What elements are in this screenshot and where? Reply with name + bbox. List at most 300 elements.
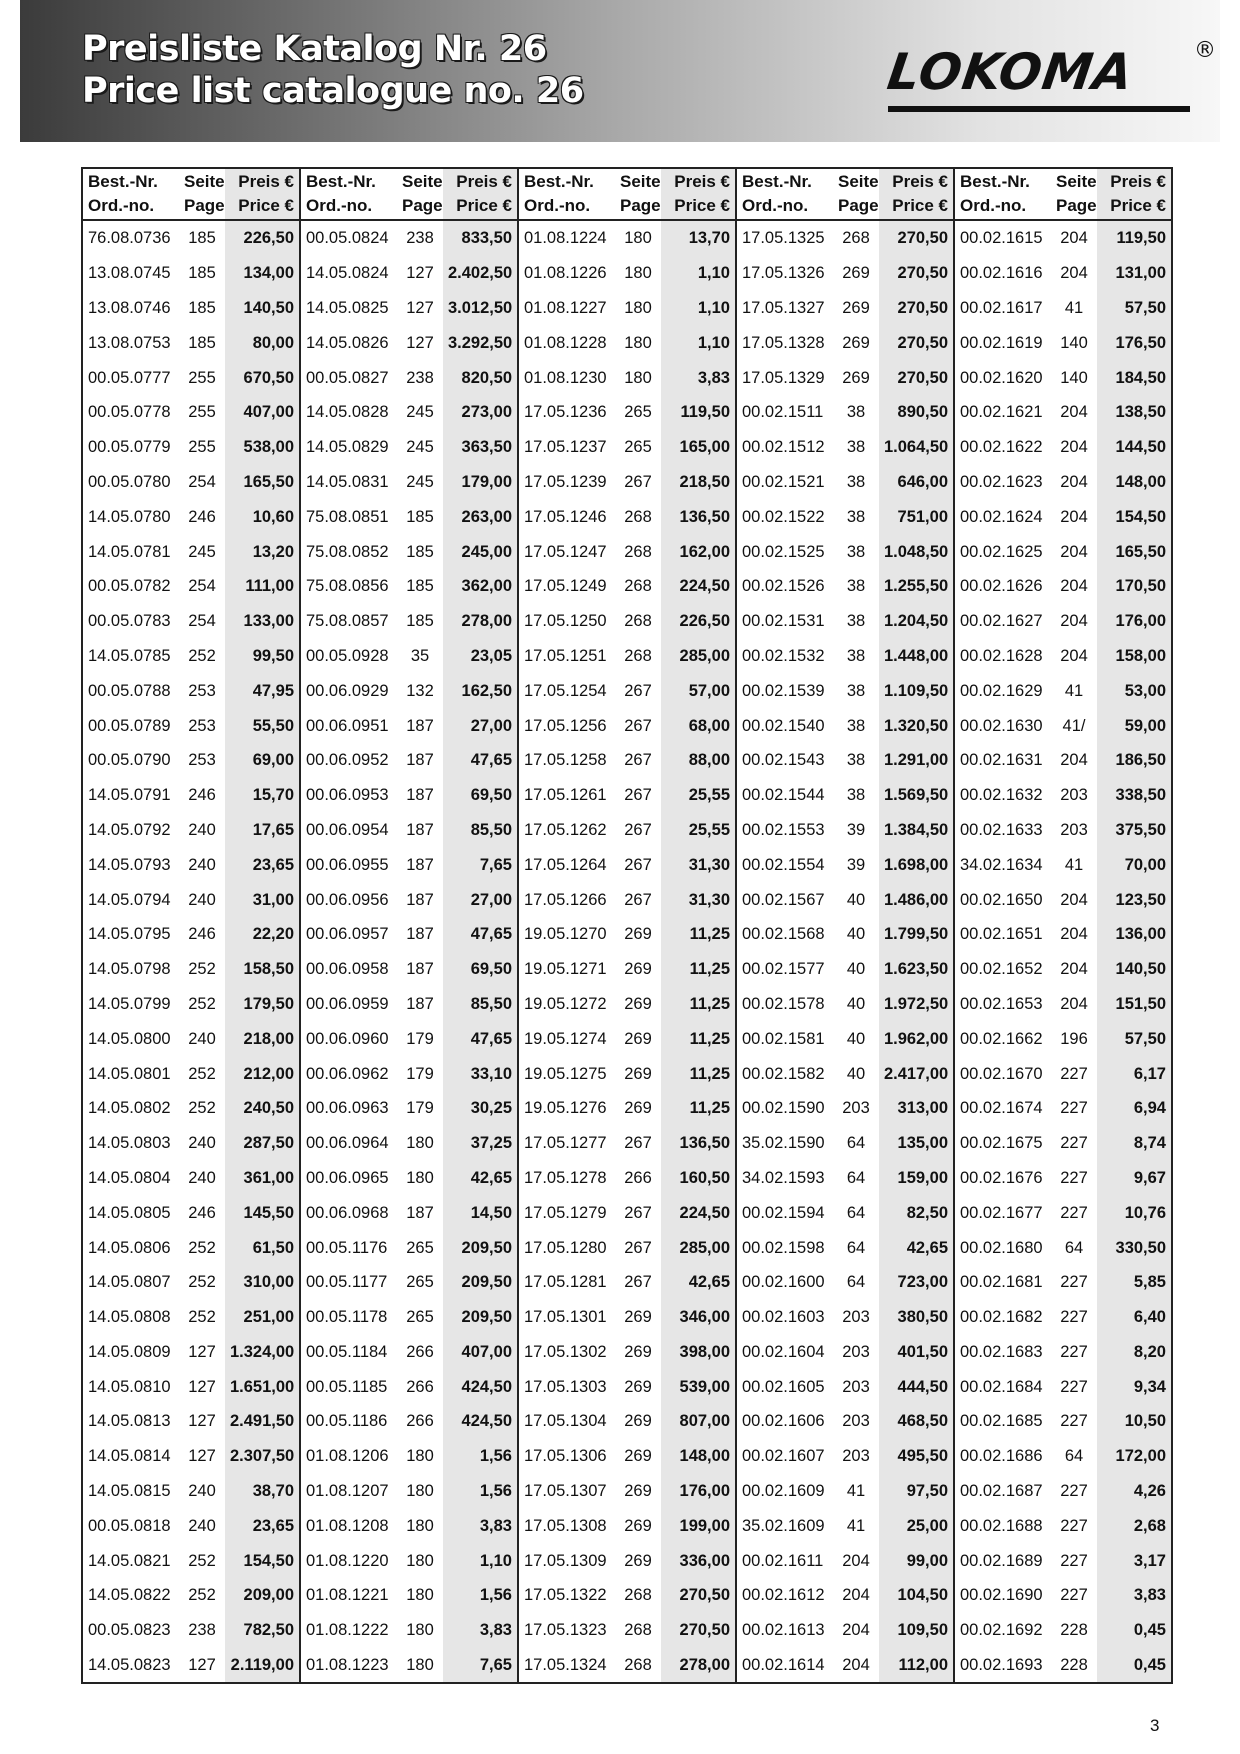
column-header-page [1051, 168, 1097, 220]
order-number-cell: 17.05.1277 [518, 1126, 615, 1161]
table-row [82, 1648, 1172, 1684]
order-number-cell: 14.05.0824 [300, 256, 397, 291]
page-cell: 228 [1060, 1621, 1088, 1640]
page-cell: 180 [624, 368, 652, 387]
order-number-cell: 19.05.1271 [518, 952, 615, 987]
column-header-page [397, 168, 443, 220]
page-cell: 255 [188, 403, 216, 422]
order-number-cell: 76.08.0736 [88, 229, 171, 248]
page-cell: 252 [188, 994, 216, 1013]
price-cell: 158,00 [1097, 639, 1172, 674]
order-number-cell: 17.05.1306 [518, 1439, 615, 1474]
price-cell: 11,25 [661, 1056, 736, 1091]
page-cell: 240 [188, 1134, 216, 1153]
price-cell: 176,00 [661, 1474, 736, 1509]
page-cell: 252 [188, 1099, 216, 1118]
page-cell: 204 [1060, 960, 1088, 979]
price-cell: 468,50 [879, 1404, 954, 1439]
price-cell: 3.292,50 [443, 325, 518, 360]
column-header-ord-no [518, 168, 615, 220]
order-number-cell: 00.05.0818 [88, 1516, 171, 1535]
page-cell: 227 [1060, 1203, 1088, 1222]
price-cell: 1.204,50 [879, 604, 954, 639]
price-cell: 670,50 [225, 360, 300, 395]
order-number-cell: 00.02.1674 [954, 1091, 1051, 1126]
order-number-cell: 14.05.0815 [88, 1482, 171, 1501]
order-number-cell: 14.05.0780 [88, 507, 171, 526]
order-number-cell: 00.02.1650 [954, 882, 1051, 917]
page-cell: 254 [188, 577, 216, 596]
page-cell: 240 [188, 820, 216, 839]
order-number-cell: 00.02.1682 [954, 1300, 1051, 1335]
price-cell: 270,50 [661, 1613, 736, 1648]
price-cell: 31,30 [661, 847, 736, 882]
page-cell: 269 [624, 1482, 652, 1501]
price-cell: 263,00 [443, 499, 518, 534]
page-cell: 269 [624, 960, 652, 979]
order-number-cell: 17.05.1324 [518, 1648, 615, 1684]
order-number-cell: 00.05.0778 [88, 403, 171, 422]
page-cell: 127 [406, 333, 434, 352]
page-cell: 204 [1060, 507, 1088, 526]
price-cell: 218,00 [225, 1021, 300, 1056]
price-cell: 278,00 [661, 1648, 736, 1684]
page-cell: 268 [624, 1621, 652, 1640]
page-cell: 185 [406, 542, 434, 561]
table-row [82, 1300, 1172, 1335]
order-number-cell: 14.05.0823 [88, 1656, 171, 1675]
price-cell: 401,50 [879, 1335, 954, 1370]
order-number-cell: 17.05.1258 [518, 743, 615, 778]
price-cell: 212,00 [225, 1056, 300, 1091]
price-cell: 104,50 [879, 1578, 954, 1613]
price-cell: 69,50 [443, 778, 518, 813]
price-cell: 330,50 [1097, 1230, 1172, 1265]
table-row [82, 1439, 1172, 1474]
price-cell: 362,00 [443, 569, 518, 604]
page-cell: 227 [1060, 1168, 1088, 1187]
header-label-english: Ord.-no. [306, 196, 373, 215]
page-cell: 204 [1060, 751, 1088, 770]
order-number-cell: 19.05.1270 [518, 917, 615, 952]
order-number-cell: 00.02.1683 [954, 1335, 1051, 1370]
price-cell: 1,56 [443, 1439, 518, 1474]
page-cell: 187 [406, 716, 434, 735]
column-header-page [833, 168, 879, 220]
price-cell: 27,00 [443, 708, 518, 743]
order-number-cell: 17.05.1266 [518, 882, 615, 917]
price-cell: 313,00 [879, 1091, 954, 1126]
order-number-cell: 00.02.1590 [736, 1091, 833, 1126]
order-number-cell: 00.05.0779 [88, 438, 171, 457]
price-cell: 42,65 [443, 1161, 518, 1196]
order-number-cell: 00.02.1690 [954, 1578, 1051, 1613]
order-number-cell: 00.02.1621 [954, 395, 1051, 430]
price-cell: 25,55 [661, 813, 736, 848]
page-cell: 127 [188, 1447, 216, 1466]
order-number-cell: 00.06.0952 [300, 743, 397, 778]
order-number-cell: 00.06.0953 [300, 778, 397, 813]
page-cell: 227 [1060, 1134, 1088, 1153]
header-banner [20, 0, 1220, 142]
page-cell: 204 [1060, 994, 1088, 1013]
order-number-cell: 00.02.1554 [736, 847, 833, 882]
header-label-english: Ord.-no. [960, 196, 1027, 215]
page-cell: 240 [188, 855, 216, 874]
price-cell: 33,10 [443, 1056, 518, 1091]
table-row [82, 1195, 1172, 1230]
price-cell: 88,00 [661, 743, 736, 778]
page-cell: 40 [846, 925, 866, 944]
order-number-cell: 00.06.0963 [300, 1091, 397, 1126]
order-number-cell: 14.05.0821 [88, 1551, 171, 1570]
order-number-cell: 19.05.1272 [518, 987, 615, 1022]
price-cell: 3,83 [443, 1613, 518, 1648]
page-cell: 41 [1064, 855, 1084, 874]
order-number-cell: 14.05.0814 [88, 1447, 171, 1466]
order-number-cell: 01.08.1227 [518, 291, 615, 326]
page-cell: 267 [624, 855, 652, 874]
page-cell: 252 [188, 1551, 216, 1570]
price-cell: 6,17 [1097, 1056, 1172, 1091]
price-cell: 136,00 [1097, 917, 1172, 952]
order-number-cell: 00.06.0968 [300, 1195, 397, 1230]
order-number-cell: 14.05.0831 [300, 465, 397, 500]
order-number-cell: 00.02.1604 [736, 1335, 833, 1370]
page-cell: 227 [1060, 1586, 1088, 1605]
order-number-cell: 14.05.0794 [88, 890, 171, 909]
price-cell: 1.698,00 [879, 847, 954, 882]
order-number-cell: 17.05.1322 [518, 1578, 615, 1613]
table-row [82, 430, 1172, 465]
page-cell: 185 [188, 298, 216, 317]
page-cell: 227 [1060, 1064, 1088, 1083]
table-row [82, 1161, 1172, 1196]
header-label-german: Best.-Nr. [524, 172, 594, 191]
header-label-german: Best.-Nr. [742, 172, 812, 191]
price-cell: 218,50 [661, 465, 736, 500]
page-cell: 203 [842, 1308, 870, 1327]
page-cell: 265 [624, 438, 652, 457]
page-cell: 269 [624, 1342, 652, 1361]
price-cell: 646,00 [879, 465, 954, 500]
page-cell: 127 [406, 264, 434, 283]
price-cell: 2.417,00 [879, 1056, 954, 1091]
price-cell: 68,00 [661, 708, 736, 743]
price-cell: 179,50 [225, 987, 300, 1022]
order-number-cell: 00.02.1606 [736, 1404, 833, 1439]
table-row [82, 360, 1172, 395]
price-cell: 159,00 [879, 1161, 954, 1196]
price-cell: 407,00 [225, 395, 300, 430]
order-number-cell: 17.05.1264 [518, 847, 615, 882]
page-cell: 265 [406, 1273, 434, 1292]
table-row [82, 1335, 1172, 1370]
price-cell: 37,25 [443, 1126, 518, 1161]
page-cell: 204 [1060, 229, 1088, 248]
price-cell: 1,10 [661, 256, 736, 291]
page-cell: 252 [188, 1273, 216, 1292]
page-cell: 187 [406, 994, 434, 1013]
page-cell: 185 [188, 333, 216, 352]
header-label-german: Seite [402, 172, 443, 191]
page-cell: 185 [406, 507, 434, 526]
page-cell: 267 [624, 472, 652, 491]
order-number-cell: 00.02.1662 [954, 1021, 1051, 1056]
page-cell: 227 [1060, 1551, 1088, 1570]
price-cell: 70,00 [1097, 847, 1172, 882]
page-cell: 185 [406, 577, 434, 596]
order-number-cell: 13.08.0746 [88, 298, 171, 317]
page-title [82, 28, 584, 112]
price-cell: 109,50 [879, 1613, 954, 1648]
order-number-cell: 14.05.0799 [88, 994, 171, 1013]
page-cell: 64 [846, 1203, 866, 1222]
order-number-cell: 17.05.1236 [518, 395, 615, 430]
order-number-cell: 00.06.0958 [300, 952, 397, 987]
page-cell: 127 [188, 1342, 216, 1361]
page-cell: 253 [188, 751, 216, 770]
title-german: Preisliste Katalog Nr. 26 [82, 29, 547, 69]
price-cell: 151,50 [1097, 987, 1172, 1022]
order-number-cell: 34.02.1634 [954, 847, 1051, 882]
table-row [82, 1508, 1172, 1543]
table-row [82, 1126, 1172, 1161]
header-label-german: Best.-Nr. [306, 172, 376, 191]
price-cell: 1.109,50 [879, 673, 954, 708]
price-cell: 1,10 [661, 325, 736, 360]
order-number-cell: 17.05.1325 [736, 220, 833, 256]
column-header-ord-no [954, 168, 1051, 220]
order-number-cell: 00.06.0955 [300, 847, 397, 882]
price-cell: 3.012,50 [443, 291, 518, 326]
price-cell: 8,74 [1097, 1126, 1172, 1161]
page-cell: 38 [846, 542, 866, 561]
page-cell: 267 [624, 1273, 652, 1292]
price-cell: 2.402,50 [443, 256, 518, 291]
order-number-cell: 00.06.0959 [300, 987, 397, 1022]
page-cell: 203 [842, 1447, 870, 1466]
price-cell: 3,17 [1097, 1543, 1172, 1578]
page-cell: 265 [624, 403, 652, 422]
price-cell: 251,00 [225, 1300, 300, 1335]
price-cell: 119,50 [1097, 220, 1172, 256]
price-cell: 833,50 [443, 220, 518, 256]
page-cell: 267 [624, 820, 652, 839]
page-cell: 267 [624, 1134, 652, 1153]
price-cell: 165,00 [661, 430, 736, 465]
page-cell: 269 [624, 925, 652, 944]
order-number-cell: 00.02.1607 [736, 1439, 833, 1474]
order-number-cell: 14.05.0807 [88, 1273, 171, 1292]
page-cell: 203 [842, 1099, 870, 1118]
price-cell: 10,50 [1097, 1404, 1172, 1439]
page-cell: 245 [406, 438, 434, 457]
table-row [82, 917, 1172, 952]
price-cell: 184,50 [1097, 360, 1172, 395]
table-row [82, 882, 1172, 917]
price-cell: 179,00 [443, 465, 518, 500]
page-cell: 245 [406, 403, 434, 422]
order-number-cell: 17.05.1326 [736, 256, 833, 291]
order-number-cell: 17.05.1327 [736, 291, 833, 326]
page-cell: 240 [188, 1516, 216, 1535]
order-number-cell: 00.06.0956 [300, 882, 397, 917]
order-number-cell: 14.05.0825 [300, 291, 397, 326]
table-row [82, 1091, 1172, 1126]
page-cell: 252 [188, 646, 216, 665]
price-cell: 15,70 [225, 778, 300, 813]
page-cell: 246 [188, 507, 216, 526]
page-cell: 267 [624, 681, 652, 700]
price-cell: 8,20 [1097, 1335, 1172, 1370]
price-cell: 538,00 [225, 430, 300, 465]
order-number-cell: 14.05.0791 [88, 786, 171, 805]
page-cell: 40 [846, 994, 866, 1013]
order-number-cell: 01.08.1222 [300, 1613, 397, 1648]
price-cell: 31,00 [225, 882, 300, 917]
order-number-cell: 14.05.0805 [88, 1203, 171, 1222]
order-number-cell: 17.05.1329 [736, 360, 833, 395]
order-number-cell: 17.05.1254 [518, 673, 615, 708]
order-number-cell: 14.05.0800 [88, 1029, 171, 1048]
order-number-cell: 17.05.1303 [518, 1369, 615, 1404]
page-cell: 267 [624, 716, 652, 735]
price-cell: 0,45 [1097, 1613, 1172, 1648]
order-number-cell: 00.06.0965 [300, 1161, 397, 1196]
page-cell: 266 [406, 1377, 434, 1396]
page-cell: 238 [188, 1621, 216, 1640]
price-cell: 363,50 [443, 430, 518, 465]
page-cell: 41/ [1062, 716, 1086, 735]
order-number-cell: 75.08.0857 [300, 604, 397, 639]
page-cell: 204 [842, 1551, 870, 1570]
page-cell: 38 [846, 472, 866, 491]
price-cell: 3,83 [661, 360, 736, 395]
order-number-cell: 00.02.1512 [736, 430, 833, 465]
page-cell: 187 [406, 820, 434, 839]
price-cell: 165,50 [1097, 534, 1172, 569]
price-cell: 99,50 [225, 639, 300, 674]
order-number-cell: 00.02.1539 [736, 673, 833, 708]
order-number-cell: 14.05.0793 [88, 855, 171, 874]
order-number-cell: 14.05.0798 [88, 960, 171, 979]
table-row [82, 708, 1172, 743]
order-number-cell: 14.05.0828 [300, 395, 397, 430]
table-row [82, 1021, 1172, 1056]
price-cell: 42,65 [879, 1230, 954, 1265]
order-number-cell: 00.02.1620 [954, 360, 1051, 395]
table-header [82, 168, 1172, 220]
order-number-cell: 00.06.0957 [300, 917, 397, 952]
page-cell: 203 [1060, 786, 1088, 805]
order-number-cell: 00.02.1676 [954, 1161, 1051, 1196]
page-cell: 227 [1060, 1482, 1088, 1501]
header-label-english: Page [838, 196, 879, 215]
price-cell: 1.291,00 [879, 743, 954, 778]
order-number-cell: 00.05.1176 [300, 1230, 397, 1265]
order-number-cell: 01.08.1220 [300, 1543, 397, 1578]
page-cell: 127 [188, 1656, 216, 1675]
page-cell: 180 [624, 264, 652, 283]
order-number-cell: 00.02.1689 [954, 1543, 1051, 1578]
order-number-cell: 17.05.1251 [518, 639, 615, 674]
page-cell: 203 [1060, 820, 1088, 839]
page-cell: 252 [188, 1308, 216, 1327]
page-cell: 269 [624, 1412, 652, 1431]
page-cell: 64 [846, 1273, 866, 1292]
price-cell: 1.962,00 [879, 1021, 954, 1056]
order-number-cell: 01.08.1224 [518, 220, 615, 256]
order-number-cell: 17.05.1262 [518, 813, 615, 848]
order-number-cell: 00.02.1578 [736, 987, 833, 1022]
page-cell: 204 [1060, 472, 1088, 491]
order-number-cell: 00.05.0827 [300, 360, 397, 395]
price-cell: 6,40 [1097, 1300, 1172, 1335]
table-row [82, 291, 1172, 326]
header-label-german: Seite [184, 172, 225, 191]
price-cell: 136,50 [661, 1126, 736, 1161]
price-cell: 42,65 [661, 1265, 736, 1300]
page-cell: 203 [842, 1412, 870, 1431]
page-cell: 204 [842, 1656, 870, 1675]
header-row [82, 168, 1172, 220]
page-cell: 38 [846, 403, 866, 422]
price-cell: 170,50 [1097, 569, 1172, 604]
price-cell: 310,00 [225, 1265, 300, 1300]
order-number-cell: 17.05.1239 [518, 465, 615, 500]
price-cell: 2.491,50 [225, 1404, 300, 1439]
price-cell: 135,00 [879, 1126, 954, 1161]
logo-wordmark: LOKOMA [883, 43, 1138, 101]
page-cell: 268 [624, 1586, 652, 1605]
page-cell: 187 [406, 786, 434, 805]
page-cell: 227 [1060, 1308, 1088, 1327]
column-header-price [661, 168, 736, 220]
price-cell: 162,50 [443, 673, 518, 708]
order-number-cell: 00.02.1615 [954, 220, 1051, 256]
price-cell: 131,00 [1097, 256, 1172, 291]
price-cell: 336,00 [661, 1543, 736, 1578]
price-cell: 270,50 [879, 360, 954, 395]
price-cell: 782,50 [225, 1613, 300, 1648]
order-number-cell: 00.06.0962 [300, 1056, 397, 1091]
order-number-cell: 00.06.0960 [300, 1021, 397, 1056]
page-cell: 180 [624, 229, 652, 248]
page-cell: 179 [406, 1029, 434, 1048]
price-cell: 138,50 [1097, 395, 1172, 430]
page-cell: 203 [842, 1342, 870, 1361]
price-cell: 82,50 [879, 1195, 954, 1230]
price-cell: 1.320,50 [879, 708, 954, 743]
page-cell: 38 [846, 646, 866, 665]
order-number-cell: 00.02.1630 [954, 708, 1051, 743]
price-cell: 7,65 [443, 1648, 518, 1684]
order-number-cell: 00.02.1544 [736, 778, 833, 813]
order-number-cell: 75.08.0851 [300, 499, 397, 534]
price-cell: 3,83 [443, 1508, 518, 1543]
header-label-english: Ord.-no. [742, 196, 809, 215]
price-cell: 2.307,50 [225, 1439, 300, 1474]
price-cell: 495,50 [879, 1439, 954, 1474]
order-number-cell: 00.02.1684 [954, 1369, 1051, 1404]
price-cell: 38,70 [225, 1474, 300, 1509]
page-cell: 38 [846, 786, 866, 805]
header-label-english: Ord.-no. [88, 196, 155, 215]
order-number-cell: 00.02.1616 [954, 256, 1051, 291]
page-cell: 179 [406, 1099, 434, 1118]
page-cell: 269 [842, 298, 870, 317]
